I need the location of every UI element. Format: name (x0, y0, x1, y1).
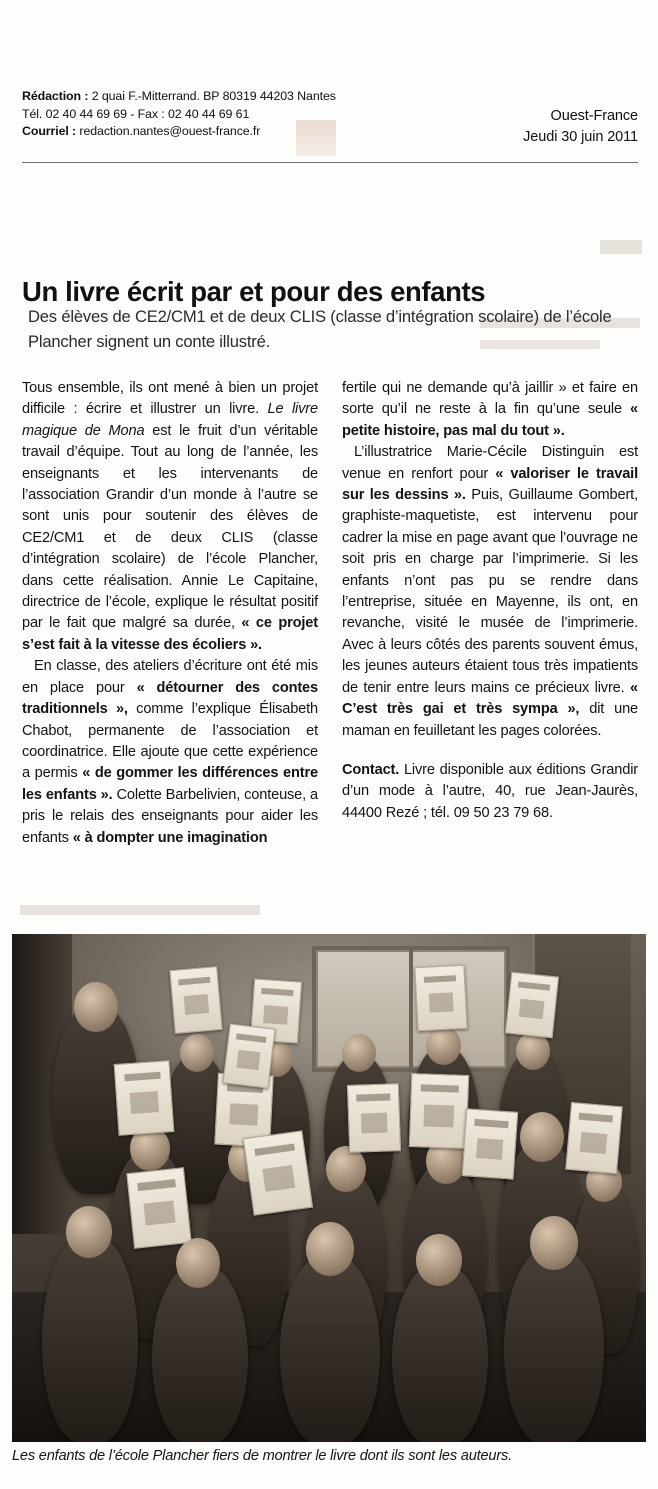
held-book (414, 965, 467, 1032)
person-head (426, 1026, 461, 1065)
person-silhouette (504, 1246, 604, 1442)
masthead-contact-block (22, 88, 336, 141)
person-head (342, 1034, 376, 1072)
redaction-label: Rédaction : (22, 89, 89, 103)
contact-label: Contact. (342, 761, 400, 778)
article-standfirst: Des élèves de CE2/CM1 et de deux CLIS (classe d’intégration scolaire) de l’école Plancher signent un conte illustré. (28, 307, 612, 351)
article-photo (12, 934, 646, 1442)
person-head (530, 1216, 578, 1270)
quote-bold: « de gommer les différences entre les enfants ». (22, 765, 318, 803)
quote-bold: « petite histoire, pas mal du tout ». (342, 401, 638, 439)
masthead-tel-line: Tél. 02 40 44 69 69 - Fax : 02 40 44 69 61 (22, 106, 250, 121)
person-silhouette (42, 1234, 138, 1442)
courriel-value: redaction.nantes@ouest-france.fr (76, 124, 261, 138)
person-silhouette (280, 1254, 380, 1442)
paragraph-right-2 (342, 442, 638, 742)
person-head (74, 982, 118, 1032)
photo-caption: Les enfants de l’école Plancher fiers de montrer le livre dont ils sont les auteurs. (12, 1448, 512, 1464)
paragraph-contact (342, 760, 638, 824)
person-head (176, 1238, 220, 1288)
text-run: Colette Barbelivien, conteuse, a pris le relais des enseignants pour aider les enfants (22, 786, 318, 846)
held-book (565, 1102, 623, 1174)
paragraph-right-1 (342, 378, 638, 442)
redaction-value: 2 quai F.-Mitterrand. BP 80319 44203 Nantes (88, 89, 336, 103)
publication-date: Jeudi 30 juin 2011 (523, 129, 638, 145)
text-run: comme l’explique Élisabeth Chabot, permanente de l’association et coordinatrice. Elle ajoute que cette expérience a permis (22, 701, 318, 782)
paper-name: Ouest-France (550, 108, 638, 124)
contact-text: Livre disponible aux éditions Grandir d’un mode à l’autre, 40, rue Jean-Jaurès, 44400 Rezé ; tél. 09 50 23 79 68. (342, 761, 638, 821)
book-title-italic: Le livre magique de Mona (22, 401, 318, 439)
person-head (520, 1112, 564, 1162)
quote-bold: « C’est très gai et très sympa », (342, 679, 638, 718)
person-silhouette (152, 1264, 248, 1442)
quote-bold: « valoriser le travail sur les dessins ». (342, 465, 638, 504)
article-body (22, 378, 638, 849)
masthead-address-line (22, 88, 336, 106)
person-head (516, 1032, 550, 1070)
text-run: dit une maman en feuilletant les pages colorées. (342, 701, 638, 739)
person-silhouette (392, 1264, 488, 1442)
photo-scene (12, 934, 646, 1442)
text-run: Tous ensemble, ils ont mené à bien un projet difficile : écrire et illustrer un livre. (22, 380, 318, 418)
masthead (22, 88, 638, 148)
held-book (169, 966, 222, 1034)
page-title: Un livre écrit par et pour des enfants (22, 276, 486, 308)
person-head (306, 1222, 354, 1276)
masthead-email-line (22, 123, 336, 141)
person-head (416, 1234, 462, 1286)
paragraph-left-1 (22, 378, 318, 656)
quote-bold: « ce projet s’est fait à la vitesse des écoliers ». (22, 615, 318, 653)
held-book (223, 1023, 276, 1088)
held-book (462, 1108, 519, 1179)
quote-bold: « à dompter une imagination (72, 829, 268, 846)
text-run: Puis, Guillaume Gombert, graphiste-maquetiste, est intervenu pour cadrer la mise en page avant que l’ouvrage ne soit pris en charge par l’imprimerie. Si les enfants n’ont pas pu se rendre dans l’entreprise, située en Mayenne, ils ont, en revanche, visité le musée de l’imprimerie. Avec à leurs côtés des parents souvent émus, les jeunes auteurs étaient tous très impatients de tenir entre leurs mains ce précieux livre. (342, 487, 638, 696)
bleedthrough-mark-2 (600, 240, 642, 254)
text-run: L’illustratrice Marie-Cécile Distinguin est venue en renfort pour (342, 444, 638, 482)
held-book (347, 1083, 401, 1153)
paragraph-left-2 (22, 656, 318, 849)
courriel-label: Courriel : (22, 124, 77, 138)
masthead-identity-block (523, 88, 638, 148)
quote-bold: « détourner des contes traditionnels », (22, 679, 318, 718)
bleedthrough-mark-5 (20, 905, 260, 915)
held-book (505, 972, 559, 1039)
header-divider (22, 162, 638, 163)
text-run: est le fruit d’un véritable travail d’équipe. Tout au long de l’année, les enseignants et les intervenants de l’association Grandir d’un monde à l’autre se sont unis pour soutenir des élèves de CE2/CM1 et de deux CLIS (classe d’intégration scolaire) de l’école Plancher, dans cette réalisation. Annie Le Capitaine, directrice de l’école, explique le résultat positif par le fait que malgré sa durée, (22, 422, 318, 632)
text-run: fertile qui ne demande qu’à jaillir » et faire en sorte qu’il ne reste à la fin qu’une seule (342, 380, 638, 418)
article-column-left (22, 378, 318, 849)
held-book (114, 1060, 175, 1136)
person-head (326, 1146, 366, 1192)
article-column-right (342, 378, 638, 849)
held-book (126, 1167, 192, 1249)
person-head (66, 1206, 112, 1258)
held-book (243, 1130, 313, 1216)
person-head (180, 1034, 214, 1072)
text-run: En classe, des ateliers d’écriture ont été mis en place pour (22, 658, 318, 696)
held-book (409, 1073, 470, 1149)
